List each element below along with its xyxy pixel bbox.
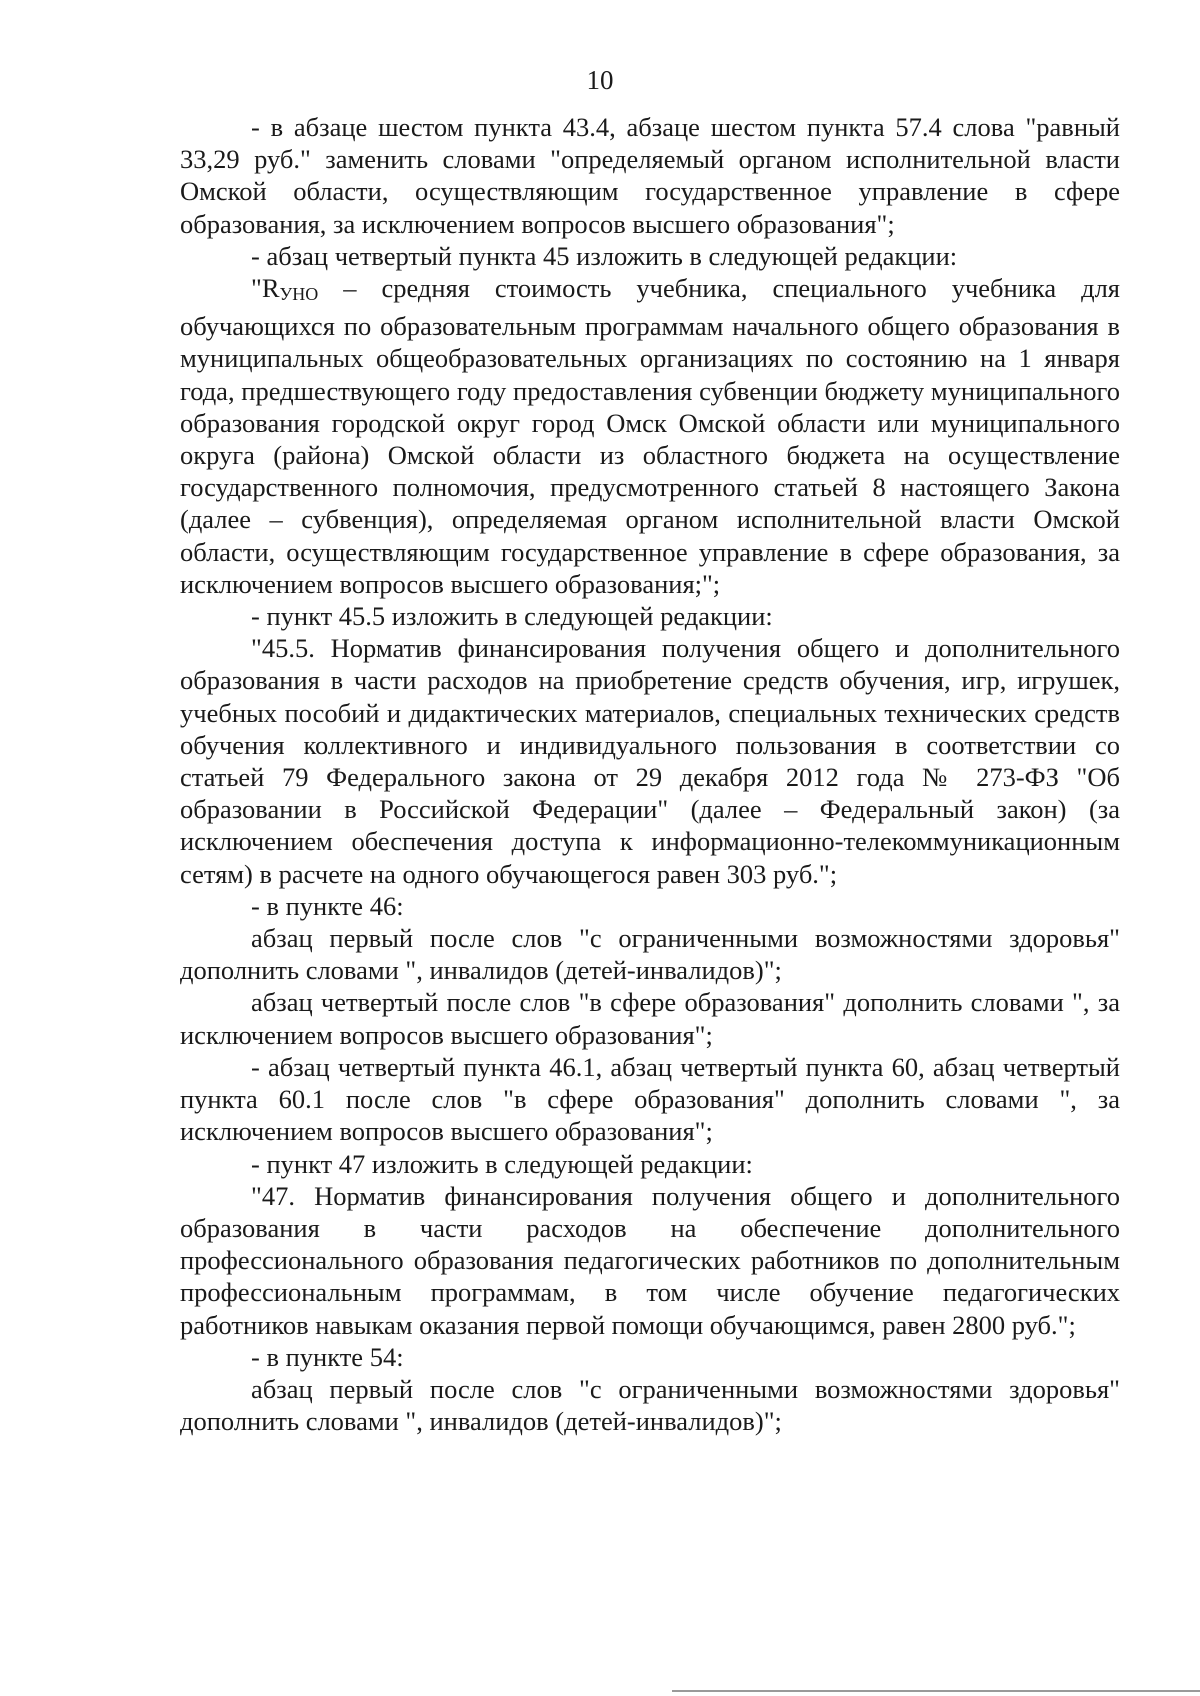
paragraph-point-46-first: абзац первый после слов "с ограниченными возможностями здоровья" дополнить словами ", инвалидов (детей-инвалидов)"; — [180, 923, 1120, 986]
paragraph-point-45-intro: - абзац четвертый пункта 45 изложить в следующей редакции: — [251, 240, 958, 271]
document-body — [180, 111, 1120, 1437]
scan-edge-line — [672, 1690, 1200, 1692]
formula-subscript: УНО — [279, 284, 319, 305]
paragraph-point-47-text: "47. Норматив финансирования получения общего и дополнительного образования в части расходов на обеспечение дополнительного профессионального образования педагогических работников по дополнительным профессиональным программам, в том числе обучение педагогических работников навыкам оказания первой помощи обучающимся, равен 2800 руб."; — [180, 1180, 1120, 1340]
paragraph-point-46-fourth: абзац четвертый после слов "в сфере образования" дополнить словами ", за исключением вопросов высшего образования"; — [180, 987, 1120, 1050]
paragraph-point-46-intro: - в пункте 46: — [251, 890, 404, 921]
paragraph-amend-43-4: - в абзаце шестом пункта 43.4, абзаце шестом пункта 57.4 слова "равный 33,29 руб." заменить словами "определяемый органом исполнительной власти Омской области, осуществляющим государственное управление в сфере образования, за исключением вопросов высшего образования"; — [180, 112, 1120, 239]
paragraph-point-45-5-intro: - пункт 45.5 изложить в следующей редакции: — [251, 601, 773, 632]
formula-symbol: R — [261, 273, 280, 304]
quote-open: " — [251, 273, 262, 304]
paragraph-point-46-1-60: - абзац четвертый пункта 46.1, абзац четвертый пункта 60, абзац четвертый пункта 60.1 после слов "в сфере образования" дополнить словами ", за исключением вопросов высшего образования"; — [180, 1051, 1120, 1147]
paragraph-ruo-definition — [180, 272, 1120, 600]
paragraph-point-47-intro: - пункт 47 изложить в следующей редакции: — [251, 1148, 753, 1179]
paragraph-point-45-5-text: "45.5. Норматив финансирования получения общего и дополнительного образования в части расходов на приобретение средств обучения, игр, игрушек, учебных пособий и дидактических материалов, специальных технических средств обучения коллективного и индивидуального пользования в соответствии со статьей 79 Федерального закона от 29 декабря 2012 года № 273-ФЗ "Об образовании в Российской Федерации" (далее – Федеральный закон) (за исключением обеспечения доступа к информационно-телекоммуникационным сетям) в расчете на одного обучающегося равен 303 руб."; — [180, 633, 1120, 889]
page-number: 10 — [586, 65, 614, 95]
definition-text: – средняя стоимость учебника, специального учебника для обучающихся по образовательным программам начального общего образования в муниципальных общеобразовательных организациях по состоянию на 1 января года, предшествующего году предоставления субвенции бюджету муниципального образования городской округ город Омск Омской области или муниципального округа (района) Омской области из областного бюджета на осуществление государственного полномочия, предусмотренного статьей 8 настоящего Закона (далее – субвенция), определяемая органом исполнительной власти Омской области, осуществляющим государственное управление в сфере образования, за исключением вопросов высшего образования;"; — [180, 273, 1120, 599]
paragraph-point-54-intro: - в пункте 54: — [251, 1341, 404, 1372]
paragraph-point-54-first: абзац первый после слов "с ограниченными возможностями здоровья" дополнить словами ", инвалидов (детей-инвалидов)"; — [180, 1373, 1120, 1437]
